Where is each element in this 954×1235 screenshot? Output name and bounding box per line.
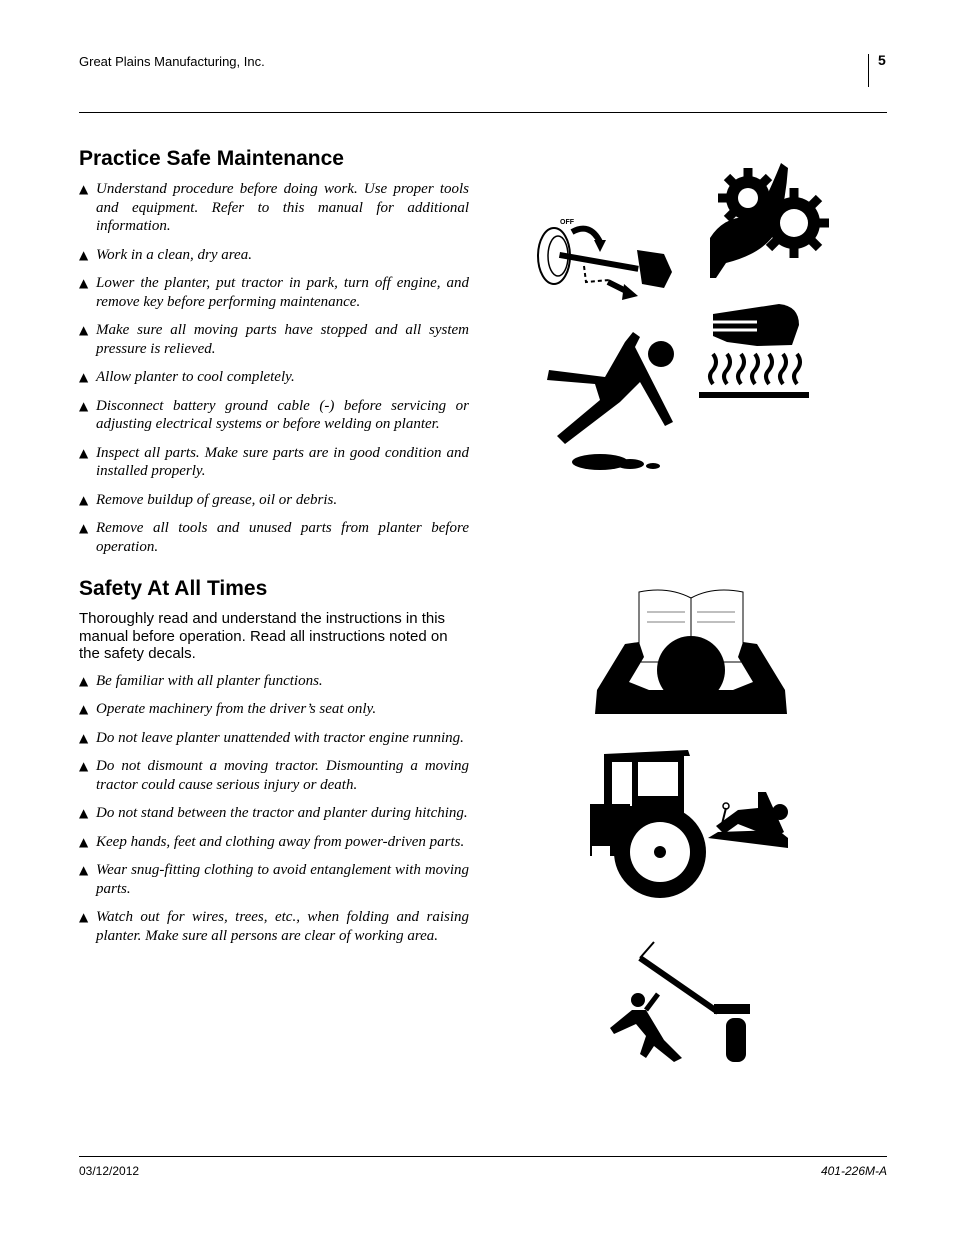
footer-rule bbox=[79, 1156, 887, 1157]
list-item: ▲ Do not stand between the tractor and planter during hitching. bbox=[79, 805, 468, 821]
overhead-wire-icon bbox=[606, 940, 754, 1065]
bullet-triangle-icon: ▲ bbox=[79, 182, 89, 196]
maintenance-list bbox=[79, 180, 469, 556]
list-item: ▲ Remove buildup of grease, oil or debris. bbox=[79, 491, 338, 508]
page-number: 5 bbox=[878, 52, 886, 68]
bullet-triangle-icon: ▲ bbox=[79, 521, 89, 535]
list-item: ▲ Do not leave planter unattended with tractor engine running. bbox=[79, 729, 464, 746]
hot-surface-icon bbox=[697, 300, 812, 400]
list-item: ▲ Do not dismount a moving tractor. Dismounting a moving tractor could cause serious injury or death. bbox=[79, 758, 469, 793]
footer-date: 03/12/2012 bbox=[79, 1164, 140, 1178]
bullet-triangle-icon: ▲ bbox=[79, 276, 89, 290]
section-title-safety: Safety At All Times bbox=[79, 577, 268, 600]
gear-entanglement-icon bbox=[706, 158, 836, 283]
bullet-triangle-icon: ▲ bbox=[79, 759, 89, 773]
bullet-triangle-icon: ▲ bbox=[79, 834, 89, 849]
list-item: ▲ Inspect all parts. Make sure parts are in good condition and installed properly. bbox=[79, 444, 469, 479]
key-switch-off-icon bbox=[532, 214, 677, 304]
bullet-triangle-icon: ▲ bbox=[79, 863, 89, 877]
bullet-triangle-icon: ▲ bbox=[79, 370, 89, 384]
tractor-runover-icon bbox=[588, 748, 793, 900]
list-item: ▲ Understand procedure before doing work. Use proper tools and equipment. Refer to this manual for additional information. bbox=[79, 181, 469, 234]
bullet-triangle-icon: ▲ bbox=[79, 910, 89, 924]
list-item: ▲ Allow planter to cool completely. bbox=[79, 369, 295, 385]
list-item: ▲ Keep hands, feet and clothing away from power-driven parts. bbox=[79, 833, 465, 850]
bullet-triangle-icon: ▲ bbox=[79, 323, 89, 337]
bullet-triangle-icon: ▲ bbox=[79, 702, 89, 716]
key-switch-label: OFF bbox=[560, 219, 574, 226]
section-intro: Thoroughly read and understand the instructions in this manual before operation. Read all instructions noted on the safety decals. bbox=[79, 610, 448, 662]
list-item: ▲ Be familiar with all planter functions. bbox=[79, 672, 323, 689]
bullet-triangle-icon: ▲ bbox=[79, 398, 89, 413]
list-item: ▲ Remove all tools and unused parts from planter before operation. bbox=[79, 520, 469, 555]
footer-doc-number: 401-226M-A bbox=[820, 1164, 887, 1178]
safety-list bbox=[79, 672, 469, 946]
bullet-triangle-icon: ▲ bbox=[79, 673, 89, 688]
section-title-maintenance: Practice Safe Maintenance bbox=[79, 147, 344, 170]
header-divider bbox=[868, 54, 869, 87]
bullet-triangle-icon: ▲ bbox=[79, 492, 89, 507]
list-item: ▲ Watch out for wires, trees, etc., when folding and raising planter. Make sure all persons are clear of working area. bbox=[79, 909, 469, 944]
bullet-triangle-icon: ▲ bbox=[79, 730, 89, 745]
slip-fall-icon bbox=[545, 322, 675, 477]
header-rule bbox=[79, 112, 887, 113]
list-item: ▲ Work in a clean, dry area. bbox=[79, 246, 252, 263]
bullet-triangle-icon: ▲ bbox=[79, 806, 89, 820]
bullet-triangle-icon: ▲ bbox=[79, 247, 89, 262]
list-item: ▲ Lower the planter, put tractor in park, turn off engine, and remove key before performing maintenance. bbox=[79, 275, 469, 310]
list-item: ▲ Operate machinery from the driver’s seat only. bbox=[79, 701, 377, 717]
list-item: ▲ Disconnect battery ground cable (-) before servicing or adjusting electrical systems or before welding on planter. bbox=[79, 397, 469, 432]
bullet-triangle-icon: ▲ bbox=[79, 445, 89, 460]
list-item: ▲ Make sure all moving parts have stopped and all system pressure is relieved. bbox=[79, 322, 469, 357]
read-manual-icon bbox=[593, 582, 789, 718]
text-column bbox=[79, 146, 469, 955]
list-item: ▲ Wear snug-fitting clothing to avoid entanglement with moving parts. bbox=[79, 862, 469, 897]
header-company: Great Plains Manufacturing, Inc. bbox=[79, 54, 265, 69]
